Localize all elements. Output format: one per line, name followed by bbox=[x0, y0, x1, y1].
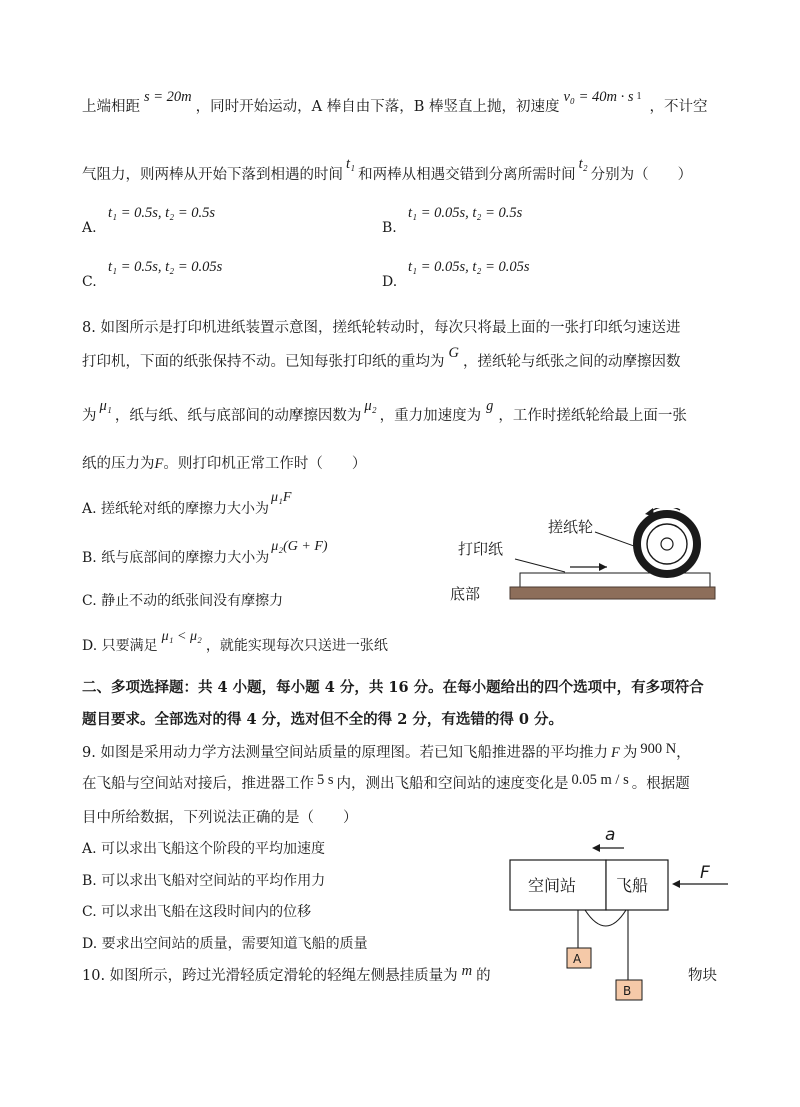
q8-option-a-text: A. 搓纸轮对纸的摩擦力大小为 bbox=[82, 501, 270, 517]
q8-line2 bbox=[82, 345, 681, 371]
q8-line2-text-b: ，搓纸轮与纸张之间的动摩擦因数 bbox=[462, 354, 681, 370]
q10-line1-text-b: 的 bbox=[476, 968, 491, 984]
q7-option-a-label: A. bbox=[82, 220, 97, 236]
q8-line4-text-a: 纸的压力为 bbox=[82, 456, 155, 472]
q8-option-d-formula: μ₁ < μ₂ bbox=[161, 629, 202, 644]
q7-velocity-exponent: 1 bbox=[636, 91, 642, 103]
q9-line2-text-b: 内，测出飞船和空间站的速度变化是 bbox=[336, 776, 569, 792]
q7-velocity-formula: v₀ = 40m · s bbox=[563, 89, 634, 105]
q8-option-d-text-a: D. 只要满足 bbox=[82, 638, 158, 654]
q8-line3-text-b: ，纸与纸、纸与底部间的动摩擦因数为 bbox=[114, 408, 362, 424]
q7-line1-text-b: ，同时开始运动，A 棒自由下落，B 棒竖直上抛，初速度 bbox=[195, 99, 560, 115]
feed-direction-arrowhead bbox=[599, 563, 607, 571]
q8-option-a bbox=[82, 490, 292, 518]
q8-option-b-text: B. 纸与底部间的摩擦力大小为 bbox=[82, 550, 270, 566]
q8-gravity-symbol: g bbox=[486, 398, 494, 414]
q7-line2-text-c: 分别为（ ） bbox=[590, 167, 693, 183]
q9-line2-text-c: 。根据题 bbox=[631, 776, 690, 792]
q7-option-b-formula: t₁ = 0.05s, t₂ = 0.5s bbox=[408, 205, 523, 221]
roller-label: 搓纸轮 bbox=[548, 518, 594, 536]
q8-line4-text-b: 。则打印机正常工作时（ ） bbox=[163, 456, 367, 472]
station-label: 空间站 bbox=[528, 876, 577, 895]
q7-t1-symbol: t₁ bbox=[346, 156, 356, 172]
q8-line3 bbox=[82, 398, 687, 425]
q9-line1-text-c: ， bbox=[676, 745, 691, 761]
q8-option-c: C. 静止不动的纸张间没有摩擦力 bbox=[82, 593, 284, 609]
acceleration-arrowhead bbox=[592, 844, 600, 852]
q7-option-c-label: C. bbox=[82, 274, 97, 290]
q9-line2-text-a: 在飞船与空间站对接后，推进器工作 bbox=[82, 776, 314, 792]
q7-t2-symbol: t₂ bbox=[578, 156, 588, 172]
q7-option-d-formula: t₁ = 0.05s, t₂ = 0.05s bbox=[408, 259, 530, 275]
q9-thrust-value: 900 N bbox=[640, 741, 677, 757]
q9-duration-value: 5 s bbox=[317, 772, 334, 788]
section2-heading-line2: 题目要求。全部选对的得 4 分，选对但不全的得 2 分，有选错的得 0 分。 bbox=[82, 711, 564, 728]
q9-line1 bbox=[82, 741, 691, 762]
q9-option-a: A. 可以求出飞船这个阶段的平均加速度 bbox=[82, 841, 326, 857]
q9-thrust-symbol: F bbox=[610, 745, 620, 761]
section2-heading-line1: 二、多项选择题：共 4 小题，每小题 4 分，共 16 分。在每小题给出的四个选项中，有多项符合 bbox=[82, 679, 704, 696]
paper-leader-line bbox=[515, 559, 565, 572]
q9-line1-text-a: 9. 如图是采用动力学方法测量空间站质量的原理图。若已知飞船推进器的平均推力 bbox=[82, 745, 608, 761]
q10-line1-text-a: 10. 如图所示，跨过光滑轻质定滑轮的轻绳左侧悬挂质量为 bbox=[82, 968, 458, 984]
paper-label: 打印纸 bbox=[458, 540, 504, 558]
spacecraft-label: 飞船 bbox=[616, 876, 649, 895]
printer-feeder-diagram bbox=[440, 508, 730, 608]
q8-line2-text-a: 打印机，下面的纸张保持不动。已知每张打印纸的重均为 bbox=[82, 354, 445, 370]
q9-line2 bbox=[82, 772, 690, 793]
q8-line3-text-a: 为 bbox=[82, 408, 97, 424]
q8-option-d-text-b: ，就能实现每次只送进一张纸 bbox=[205, 638, 388, 654]
q9-option-c: C. 可以求出飞船在这段时间内的位移 bbox=[82, 904, 312, 920]
q7-option-b-label: B. bbox=[382, 220, 397, 236]
q8-line4 bbox=[82, 452, 366, 473]
q7-line1-text-a: 上端相距 bbox=[82, 99, 140, 115]
q10-line1 bbox=[82, 964, 491, 985]
q7-option-a-formula: t₁ = 0.5s, t₂ = 0.5s bbox=[108, 205, 215, 221]
q7-distance-formula: s = 20m bbox=[144, 89, 192, 105]
q7-option-c-formula: t₁ = 0.5s, t₂ = 0.05s bbox=[108, 259, 223, 275]
q9-velocity-change-value: 0.05 m / s bbox=[571, 772, 629, 788]
q10-mass-symbol: m bbox=[461, 963, 473, 979]
q7-line1 bbox=[82, 89, 708, 116]
q7-line2 bbox=[82, 156, 693, 184]
q7-line2-text-b: 和两棒从相遇交错到分离所需时间 bbox=[358, 167, 576, 183]
base-plate bbox=[510, 587, 715, 599]
q8-weight-symbol: G bbox=[448, 345, 459, 361]
thrust-label: F bbox=[700, 863, 710, 883]
q9-line1-text-b: 为 bbox=[622, 745, 638, 761]
q8-line3-text-d: ，工作时搓纸轮给最上面一张 bbox=[498, 408, 687, 424]
thrust-arrowhead bbox=[672, 880, 680, 888]
q10-line1-end: 物块 bbox=[688, 968, 717, 984]
q8-option-b bbox=[82, 539, 328, 567]
base-label: 底部 bbox=[450, 585, 481, 603]
q7-line2-text-a: 气阻力，则两棒从开始下落到相遇的时间 bbox=[82, 167, 343, 183]
acceleration-label: a bbox=[605, 825, 616, 845]
q8-option-a-formula: μ₁F bbox=[271, 490, 292, 505]
q8-option-d bbox=[82, 629, 388, 655]
feed-roller-axle bbox=[661, 538, 673, 550]
paper-stack bbox=[520, 573, 710, 587]
block-b-label: B bbox=[623, 984, 632, 998]
q9-option-d: D. 要求出空间站的质量，需要知道飞船的质量 bbox=[82, 936, 368, 952]
block-a-label: A bbox=[573, 952, 582, 966]
q8-force-symbol: F bbox=[154, 456, 164, 472]
q8-option-b-formula: μ₂(G + F) bbox=[271, 539, 328, 554]
q9-line3: 目中所给数据，下列说法正确的是（ ） bbox=[82, 810, 358, 826]
q8-line3-text-c: ，重力加速度为 bbox=[379, 408, 482, 424]
q7-line1-text-c: ，不计空 bbox=[649, 99, 708, 115]
pulley-rope-arc bbox=[585, 910, 626, 926]
q9-option-b: B. 可以求出飞船对空间站的平均作用力 bbox=[82, 873, 326, 889]
q7-option-d-label: D. bbox=[382, 274, 398, 290]
q8-line1: 8. 如图所示是打印机进纸装置示意图，搓纸轮转动时，每次只将最上面的一张打印纸匀速送进 bbox=[82, 320, 681, 336]
q8-mu1-symbol: μ₁ bbox=[99, 398, 112, 414]
q8-mu2-symbol: μ₂ bbox=[364, 398, 377, 414]
